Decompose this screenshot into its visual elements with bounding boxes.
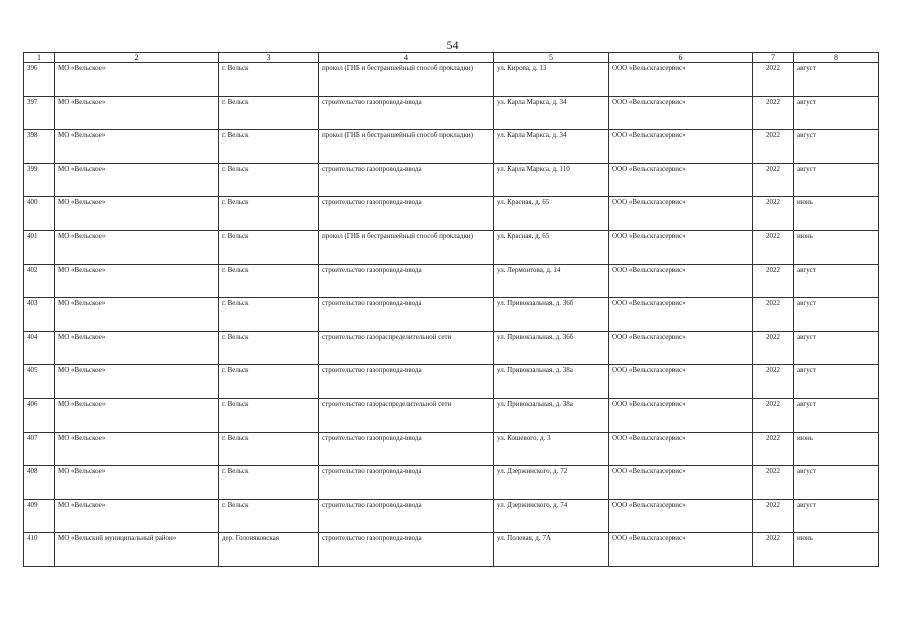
year-cell: 2022 (753, 432, 794, 466)
year-cell: 2022 (753, 163, 794, 197)
work-type-cell: прокол (ГНБ и бестраншейный способ прокладки) (319, 130, 494, 164)
column-header-8: 8 (794, 53, 879, 63)
municipality-cell: МО «Вельское» (55, 130, 219, 164)
table-row (24, 264, 879, 298)
year-cell: 2022 (753, 197, 794, 231)
settlement-cell: г. Вельск (219, 130, 319, 164)
table-row (24, 365, 879, 399)
table-row (24, 398, 879, 432)
municipality-cell: МО «Вельское» (55, 432, 219, 466)
municipality-cell: МО «Вельское» (55, 230, 219, 264)
address-cell: ул. Привокзальная, д. 38а (494, 365, 609, 399)
row-number-cell: 397 (24, 96, 55, 130)
settlement-cell: г. Вельск (219, 398, 319, 432)
address-cell: ул. Красная, д. 65 (494, 230, 609, 264)
month-cell: август (794, 331, 879, 365)
table-row (24, 533, 879, 567)
settlement-cell: г. Вельск (219, 63, 319, 97)
address-cell: ул. Красная, д. 65 (494, 197, 609, 231)
month-cell: август (794, 130, 879, 164)
address-cell: ул. Кирова, д. 13 (494, 63, 609, 97)
gasification-register-table (23, 52, 879, 567)
address-cell: ул. Привокзальная, д. 36б (494, 331, 609, 365)
address-cell: ул. Лермонтова, д. 14 (494, 264, 609, 298)
settlement-cell: г. Вельск (219, 96, 319, 130)
year-cell: 2022 (753, 466, 794, 500)
column-header-4: 4 (319, 53, 494, 63)
year-cell: 2022 (753, 96, 794, 130)
municipality-cell: МО «Вельское» (55, 298, 219, 332)
column-header-5: 5 (494, 53, 609, 63)
address-cell: ул. Полевая, д. 7А (494, 533, 609, 567)
row-number-cell: 406 (24, 398, 55, 432)
row-number-cell: 408 (24, 466, 55, 500)
month-cell: август (794, 499, 879, 533)
work-type-cell: строительство газопровода-ввода (319, 163, 494, 197)
month-cell: июнь (794, 432, 879, 466)
municipality-cell: МО «Вельское» (55, 466, 219, 500)
contractor-cell: ООО «Вельскгазсервис» (609, 533, 753, 567)
municipality-cell: МО «Вельское» (55, 331, 219, 365)
row-number-cell: 410 (24, 533, 55, 567)
contractor-cell: ООО «Вельскгазсервис» (609, 130, 753, 164)
contractor-cell: ООО «Вельскгазсервис» (609, 63, 753, 97)
month-cell: июнь (794, 230, 879, 264)
contractor-cell: ООО «Вельскгазсервис» (609, 197, 753, 231)
settlement-cell: г. Вельск (219, 432, 319, 466)
settlement-cell: г. Вельск (219, 365, 319, 399)
address-cell: ул. Дзержинского, д. 74 (494, 499, 609, 533)
work-type-cell: строительство газопровода-ввода (319, 264, 494, 298)
municipality-cell: МО «Вельский муниципальный район» (55, 533, 219, 567)
contractor-cell: ООО «Вельскгазсервис» (609, 432, 753, 466)
address-cell: ул. Карла Маркса, д. 34 (494, 130, 609, 164)
contractor-cell: ООО «Вельскгазсервис» (609, 466, 753, 500)
contractor-cell: ООО «Вельскгазсервис» (609, 398, 753, 432)
work-type-cell: прокол (ГНБ и бестраншейный способ прокладки) (319, 63, 494, 97)
contractor-cell: ООО «Вельскгазсервис» (609, 365, 753, 399)
row-number-cell: 401 (24, 230, 55, 264)
year-cell: 2022 (753, 365, 794, 399)
settlement-cell: г. Вельск (219, 466, 319, 500)
municipality-cell: МО «Вельское» (55, 264, 219, 298)
year-cell: 2022 (753, 63, 794, 97)
column-header-3: 3 (219, 53, 319, 63)
contractor-cell: ООО «Вельскгазсервис» (609, 331, 753, 365)
settlement-cell: г. Вельск (219, 163, 319, 197)
row-number-cell: 396 (24, 63, 55, 97)
work-type-cell: строительство газораспределительной сети (319, 331, 494, 365)
month-cell: август (794, 163, 879, 197)
table-row (24, 163, 879, 197)
work-type-cell: прокол (ГНБ и бестраншейный способ прокладки) (319, 230, 494, 264)
municipality-cell: МО «Вельское» (55, 499, 219, 533)
month-cell: август (794, 264, 879, 298)
month-cell: август (794, 298, 879, 332)
municipality-cell: МО «Вельское» (55, 63, 219, 97)
municipality-cell: МО «Вельское» (55, 96, 219, 130)
settlement-cell: дер. Голоняковская (219, 533, 319, 567)
contractor-cell: ООО «Вельскгазсервис» (609, 96, 753, 130)
row-number-cell: 399 (24, 163, 55, 197)
municipality-cell: МО «Вельское» (55, 365, 219, 399)
contractor-cell: ООО «Вельскгазсервис» (609, 230, 753, 264)
year-cell: 2022 (753, 264, 794, 298)
contractor-cell: ООО «Вельскгазсервис» (609, 298, 753, 332)
month-cell: август (794, 96, 879, 130)
table-row (24, 230, 879, 264)
address-cell: ул. Дзержинского, д. 72 (494, 466, 609, 500)
table-row (24, 499, 879, 533)
row-number-cell: 407 (24, 432, 55, 466)
table-header (24, 53, 879, 63)
row-number-cell: 404 (24, 331, 55, 365)
work-type-cell: строительство газопровода-ввода (319, 96, 494, 130)
settlement-cell: г. Вельск (219, 264, 319, 298)
year-cell: 2022 (753, 499, 794, 533)
month-cell: август (794, 466, 879, 500)
work-type-cell: строительство газопровода-ввода (319, 197, 494, 231)
table-row (24, 432, 879, 466)
municipality-cell: МО «Вельское» (55, 398, 219, 432)
address-cell: ул. Привокзальная, д. 36б (494, 298, 609, 332)
year-cell: 2022 (753, 398, 794, 432)
work-type-cell: строительство газопровода-ввода (319, 466, 494, 500)
month-cell: июнь (794, 197, 879, 231)
header-row (24, 53, 879, 63)
year-cell: 2022 (753, 130, 794, 164)
column-header-2: 2 (55, 53, 219, 63)
month-cell: август (794, 365, 879, 399)
address-cell: ул. Привокзальная, д. 38а (494, 398, 609, 432)
column-header-1: 1 (24, 53, 55, 63)
settlement-cell: г. Вельск (219, 331, 319, 365)
month-cell: июнь (794, 533, 879, 567)
table-row (24, 63, 879, 97)
work-type-cell: строительство газопровода-ввода (319, 499, 494, 533)
month-cell: август (794, 398, 879, 432)
table-row (24, 96, 879, 130)
table-row (24, 130, 879, 164)
table-body (24, 63, 879, 567)
row-number-cell: 405 (24, 365, 55, 399)
table-row (24, 298, 879, 332)
settlement-cell: г. Вельск (219, 499, 319, 533)
row-number-cell: 400 (24, 197, 55, 231)
page-number: 54 (446, 38, 459, 52)
row-number-cell: 409 (24, 499, 55, 533)
municipality-cell: МО «Вельское» (55, 163, 219, 197)
row-number-cell: 398 (24, 130, 55, 164)
address-cell: ул. Карла Маркса, д. 110 (494, 163, 609, 197)
table-row (24, 197, 879, 231)
column-header-6: 6 (609, 53, 753, 63)
address-cell: ул. Кошевого, д. 3 (494, 432, 609, 466)
work-type-cell: строительство газопровода-ввода (319, 365, 494, 399)
settlement-cell: г. Вельск (219, 230, 319, 264)
year-cell: 2022 (753, 298, 794, 332)
row-number-cell: 403 (24, 298, 55, 332)
table-row (24, 331, 879, 365)
row-number-cell: 402 (24, 264, 55, 298)
work-type-cell: строительство газораспределительной сети (319, 398, 494, 432)
month-cell: август (794, 63, 879, 97)
work-type-cell: строительство газопровода-ввода (319, 533, 494, 567)
settlement-cell: г. Вельск (219, 298, 319, 332)
year-cell: 2022 (753, 230, 794, 264)
table-row (24, 466, 879, 500)
municipality-cell: МО «Вельское» (55, 197, 219, 231)
year-cell: 2022 (753, 331, 794, 365)
year-cell: 2022 (753, 533, 794, 567)
contractor-cell: ООО «Вельскгазсервис» (609, 264, 753, 298)
contractor-cell: ООО «Вельскгазсервис» (609, 499, 753, 533)
column-header-7: 7 (753, 53, 794, 63)
work-type-cell: строительство газопровода-ввода (319, 298, 494, 332)
address-cell: ул. Карла Маркса, д. 34 (494, 96, 609, 130)
settlement-cell: г. Вельск (219, 197, 319, 231)
work-type-cell: строительство газопровода-ввода (319, 432, 494, 466)
contractor-cell: ООО «Вельскгазсервис» (609, 163, 753, 197)
